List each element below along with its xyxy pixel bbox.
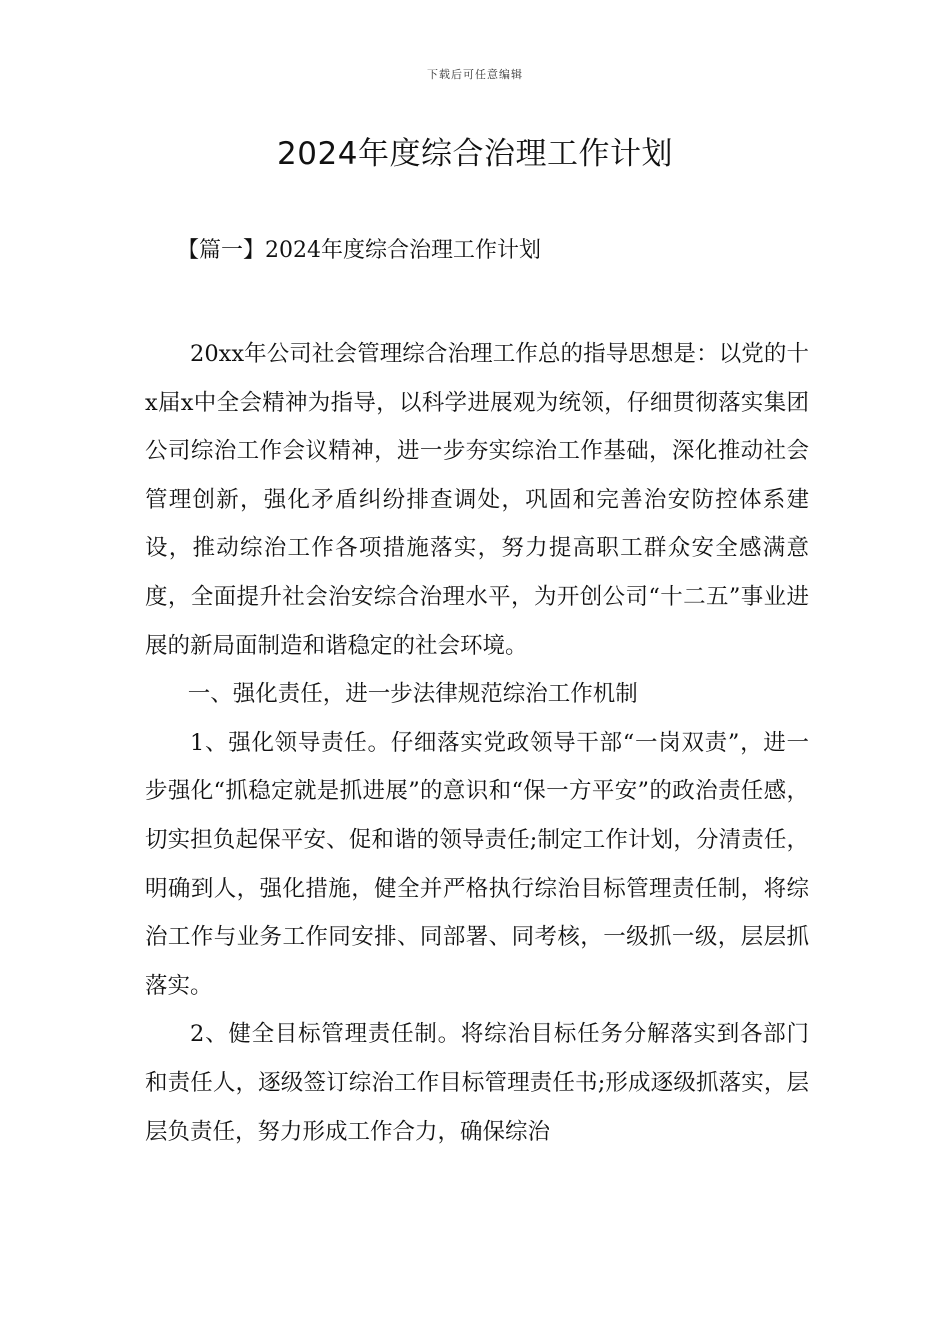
document-title: 2024年度综合治理工作计划 [277, 136, 673, 172]
body-text [145, 330, 809, 1156]
paragraph-item-two: 2、健全目标管理责任制。将综治目标任务分解落实到各部门和责任人，逐级签订综治工作目标管理责任书;形成逐级抓落实，层层负责任，努力形成工作合力，确保综治 [145, 1021, 809, 1145]
paragraph-guiding-thought: 20xx年公司社会管理综合治理工作总的指导思想是：以党的十x届x中全会精神为指导，以科学进展观为统领，仔细贯彻落实集团公司综治工作会议精神，进一步夯实综治工作基础，深化推动社会管理创新，强化矛盾纠纷排查调处，巩固和完善治安防控体系建设，推动综治工作各项措施落实，努力提高职工群众安全感满意度，全面提升社会治安综合治理水平，为开创公司“十二五”事业进展的新局面制造和谐稳定的社会环境。 [145, 341, 809, 659]
paragraph-heading-one: 一、强化责任，进一步法律规范综治工作机制 [187, 681, 638, 708]
paragraph-item-one: 1、强化领导责任。仔细落实党政领导干部“一岗双责”，进一步强化“抓稳定就是抓进展”的意识和“保一方平安”的政治责任感，切实担负起保平安、促和谐的领导责任;制定工作计划，分清责任，明确到人，强化措施，健全并严格执行综治目标管理责任制，将综治工作与业务工作同安排、同部署、同考核，一级抓一级，层层抓落实。 [145, 729, 809, 999]
header-note: 下载后可任意编辑 [427, 68, 523, 81]
section-heading: 【篇一】2024年度综合治理工作计划 [177, 238, 541, 263]
